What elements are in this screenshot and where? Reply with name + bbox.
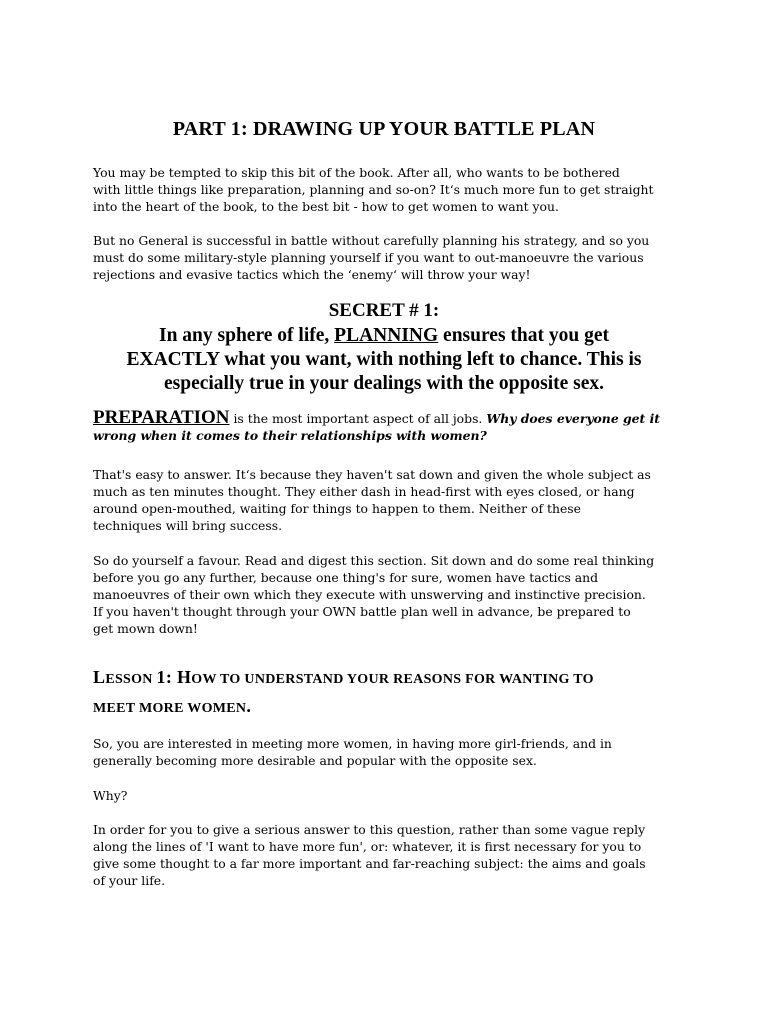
text-line: But no General is successful in battle without carefully planning his strategy, and so you — [93, 233, 650, 248]
lesson-heading — [93, 664, 693, 722]
text-line: In order for you to give a serious answer to this question, rather than some vague reply — [93, 822, 646, 837]
intro-paragraph — [93, 164, 685, 215]
serious-answer-paragraph — [93, 821, 685, 889]
favour-paragraph — [93, 552, 685, 637]
text-line: of your life. — [93, 873, 166, 888]
secret-text: In any sphere of life, — [159, 325, 335, 346]
why-paragraph: Why? — [93, 788, 128, 803]
preparation-question: wrong when it comes to their relationships with women? — [93, 428, 487, 443]
text-line: much as ten minutes thought. They either dash in head-first with eyes closed, or hang — [93, 484, 635, 499]
secret-callout — [60, 300, 708, 396]
preparation-heading: PREPARATION — [93, 407, 230, 428]
text-line — [93, 409, 685, 427]
text-line: So do yourself a favour. Read and digest this section. Sit down and do some real thinking — [93, 553, 655, 568]
lesson-line — [93, 664, 693, 693]
text-line: techniques will bring success. — [93, 518, 283, 533]
preparation-question: Why does everyone get it — [486, 411, 661, 426]
text-line: before you go any further, because one thing's for sure, women have tactics and — [93, 570, 599, 585]
text-line: manoeuvres of their own which they execute with unswerving and instinctive precision. — [93, 587, 646, 602]
lesson-initial: L — [93, 667, 106, 687]
secret-line: especially true in your dealings with the opposite sex. — [163, 373, 605, 394]
planning-emphasis: PLANNING — [334, 325, 439, 346]
interest-paragraph — [93, 735, 685, 769]
page-title: PART 1: DRAWING UP YOUR BATTLE PLAN — [172, 118, 596, 140]
lesson-text: OW TO UNDERSTAND YOUR REASONS FOR WANTING TO — [191, 672, 594, 687]
secret-line: EXACTLY what you want, with nothing left to chance. This is — [126, 349, 642, 370]
lesson-text: ESSON — [105, 672, 157, 687]
text-line: If you haven't thought through your OWN battle plan well in advance, be prepared to — [93, 604, 631, 619]
text-line: into the heart of the book, to the best bit - how to get women to want you. — [93, 199, 559, 214]
secret-text: ensures that you get — [438, 325, 609, 346]
text-line: So, you are interested in meeting more women, in having more girl-friends, and in — [93, 736, 612, 751]
lesson-text: MEET MORE WOMEN — [93, 701, 247, 716]
preparation-text: is the most important aspect of all jobs. — [229, 411, 487, 426]
text-line: give some thought to a far more important and far-reaching subject: the aims and goals — [93, 856, 646, 871]
text-line: along the lines of 'I want to have more fun', or: whatever, it is first necessary for you to — [93, 839, 642, 854]
secret-line — [60, 324, 708, 348]
easy-answer-paragraph — [93, 466, 685, 534]
text-line: get mown down! — [93, 621, 198, 636]
text-line: with little things like preparation, planning and so-on? It‘s much more fun to get straight — [93, 182, 654, 197]
text-line: must do some military-style planning yourself if you want to out-manoeuvre the various — [93, 250, 644, 265]
text-line: generally becoming more desirable and popular with the opposite sex. — [93, 753, 537, 768]
text-line: You may be tempted to skip this bit of the book. After all, who wants to be bothered — [93, 165, 620, 180]
lesson-number: 1: — [156, 667, 177, 687]
lesson-line — [93, 693, 693, 722]
general-paragraph — [93, 232, 685, 283]
secret-heading: SECRET # 1: — [328, 300, 440, 321]
text-line: rejections and evasive tactics which the ‘enemy‘ will throw your way! — [93, 267, 531, 282]
preparation-paragraph — [93, 409, 685, 444]
text-line: That's easy to answer. It‘s because they haven't sat down and given the whole subject as — [93, 467, 651, 482]
lesson-initial: H — [176, 667, 192, 687]
lesson-period: . — [246, 696, 252, 716]
text-line: around open-mouthed, waiting for things to happen to them. Neither of these — [93, 501, 581, 516]
